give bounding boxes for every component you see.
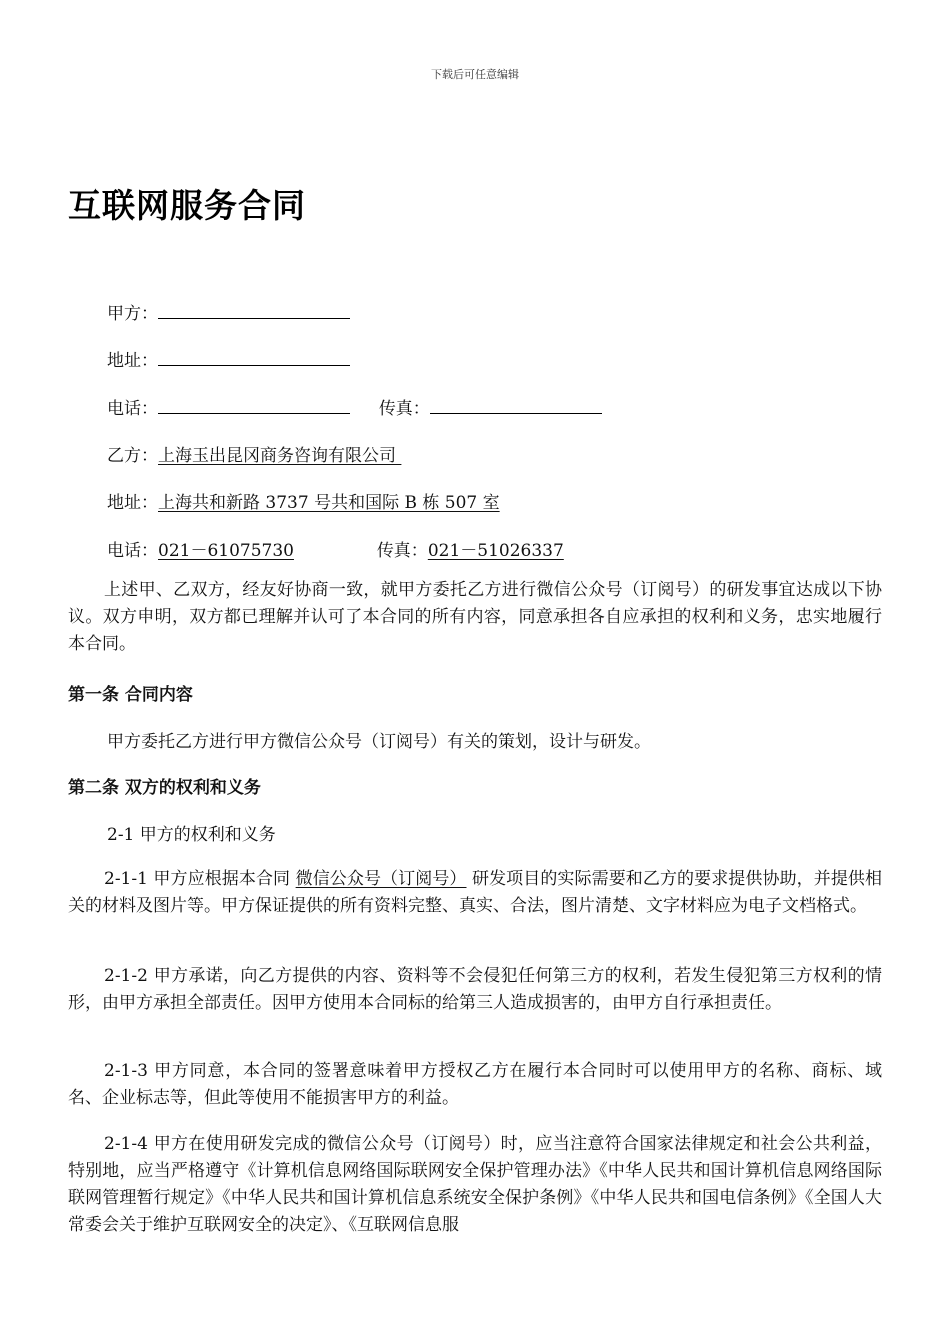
clause-2-1-1-prefix: 2-1-1 甲方应根据本合同	[104, 869, 296, 889]
party-a-phone-blank	[158, 397, 350, 414]
clause-2-1-1	[68, 866, 882, 920]
intro-paragraph: 上述甲、乙双方，经友好协商一致，就甲方委托乙方进行微信公众号（订阅号）的研发事宜达成以下协议。双方申明，双方都已理解并认可了本合同的所有内容，同意承担各自应承担的权利和义务，忠实地履行本合同。	[68, 580, 882, 654]
party-b-phone-label: 电话：	[107, 541, 158, 561]
party-a-label: 甲方：	[107, 304, 158, 324]
clause-2-1-1-suffix: 研发项目的实际需要和乙方的要求提供协助，并提供相关的材料及图片等。甲方保证提供的所有资料完整、真实、合法，图片清楚、文字材料应为电子文档格式。	[68, 869, 882, 916]
party-b-fax-label: 传真：	[376, 541, 428, 561]
article-1-text: 甲方委托乙方进行甲方微信公众号（订阅号）有关的策划，设计与研发。	[107, 732, 651, 752]
party-b-phone-row	[107, 536, 564, 561]
header-note: 下载后可任意编辑	[431, 68, 519, 81]
clause-2-1-3: 2-1-3 甲方同意，本合同的签署意味着甲方授权乙方在履行本合同时可以使用甲方的名称、商标、域名、企业标志等，但此等使用不能损害甲方的利益。	[68, 1061, 882, 1108]
party-b-phone: 021－61075730	[158, 541, 294, 561]
party-b-address: 上海共和新路 3737 号共和国际 B 栋 507 室	[158, 493, 500, 513]
party-a-phone-row	[107, 394, 602, 419]
party-b-row	[107, 441, 401, 466]
party-a-address-label: 地址：	[107, 351, 158, 371]
party-a-fax-blank	[430, 397, 602, 414]
party-a-address-row	[107, 346, 350, 371]
clause-2-1-4: 2-1-4 甲方在使用研发完成的微信公众号（订阅号）时，应当注意符合国家法律规定和社会公共利益，特别地，应当严格遵守《计算机信息网络国际联网安全保护管理办法》《中华人民共和国计算机信息网络国际联网管理暂行规定》《中华人民共和国计算机信息系统安全保护条例》《中华人民共和国电信条例》《全国人大常委会关于维护互联网安全的决定》、《互联网信息服	[68, 1134, 882, 1235]
party-a-fax-label: 传真：	[378, 399, 430, 419]
party-a-address-blank	[158, 349, 350, 366]
party-b-label: 乙方：	[107, 446, 158, 466]
party-b-address-row	[107, 488, 500, 513]
party-a-name-blank	[158, 302, 350, 319]
clause-2-1-1-underlined: 微信公众号（订阅号）	[295, 869, 467, 889]
article-2-heading: 第二条 双方的权利和义务	[68, 778, 261, 798]
party-b-name: 上海玉出昆冈商务咨询有限公司	[158, 446, 396, 466]
party-b-address-label: 地址：	[107, 493, 158, 513]
party-a-row	[107, 299, 350, 324]
party-b-fax: 021－51026337	[427, 541, 564, 561]
party-a-phone-label: 电话：	[107, 399, 158, 419]
page-title: 互联网服务合同	[68, 186, 306, 225]
clause-2-1-2: 2-1-2 甲方承诺，向乙方提供的内容、资料等不会侵犯任何第三方的权利，若发生侵犯第三方权利的情形，由甲方承担全部责任。因甲方使用本合同标的给第三人造成损害的，由甲方自行承担责任。	[68, 966, 882, 1013]
article-1-heading: 第一条 合同内容	[68, 685, 193, 705]
article-2-subheading: 2-1 甲方的权利和义务	[107, 825, 276, 845]
